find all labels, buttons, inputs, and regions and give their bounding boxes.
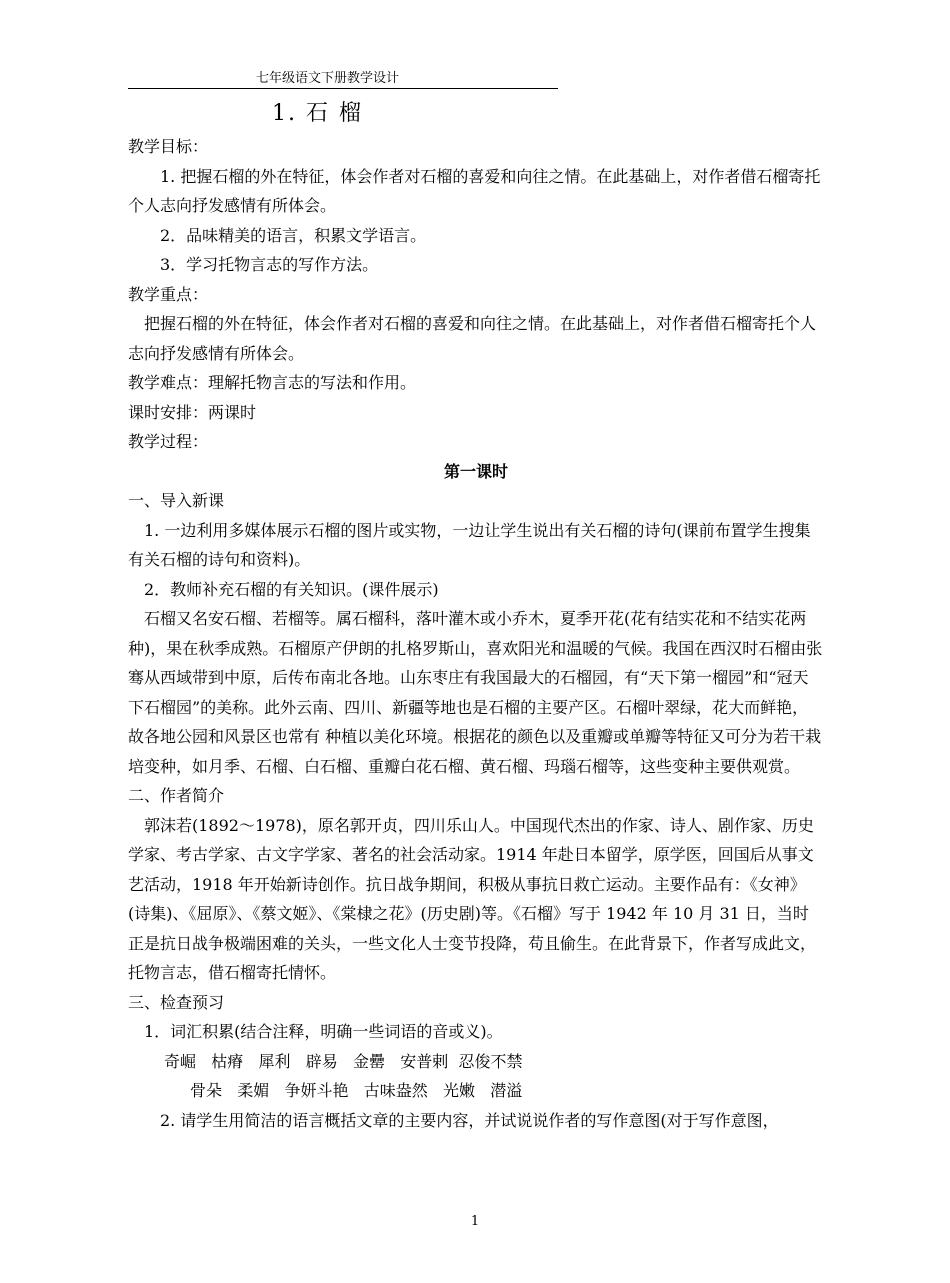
header-text: 七年级语文下册教学设计 [256,71,400,86]
part-1-item-1: 1. 一边利用多媒体展示石榴的图片或实物，一边让学生说出有关石榴的诗句(课前布置学生搜集有关石榴的诗句和资料)。 [128,520,811,569]
part-1-heading: 一、导入新课 [128,491,225,510]
part-3-heading: 三、检查预习 [128,992,225,1012]
author-bio-paragraph: 郭沫若(1892～1978)，原名郭开贞，四川乐山人。中国现代杰出的作家、诗人、剧作家、历史学家、考古学家、古文字学家、著名的社会活动家。1914 年赴日本留学，原学医，回国后从事文艺活动，1918 年开始新诗创作。抗日战争期间，积极从事抗日救亡运动。主要作品有：《女神》(诗集)、《屈原》、《蔡文姬》、《棠棣之花》(历史剧)等。《石榴》写于 1942 年 10 月 31 日，当时正是抗日战争极端困难的关头，一些文化人士变节投降，苟且偷生。在此背景下，作者写成此文，托物言志，借石榴寄托情怀。 [128,815,817,982]
section-heading-first-lesson: 第一课时 [443,461,508,481]
document-body [128,132,824,1135]
part-3-item-2: 2. 请学生用简洁的语言概括文章的主要内容，并试说说作者的写作意图(对于写作意图， [160,1110,779,1130]
page-number: 1 [470,1214,480,1229]
process-heading: 教学过程： [128,432,209,451]
vocab-row-2: 骨朵 柔媚 争妍斗艳 古味盎然 光嫩 潜溢 [190,1081,523,1100]
running-header [128,70,558,89]
part-1-item-2: 2．教师补充石榴的有关知识。(课件展示) [144,579,439,599]
part-3-item-1: 1．词汇积累(结合注释，明确一些词语的音或义)。 [144,1022,503,1041]
schedule-line: 课时安排：两课时 [128,402,257,422]
part-2-heading: 二、作者简介 [128,786,225,805]
pomegranate-info-paragraph: 石榴又名安石榴、若榴等。属石榴科，落叶灌木或小乔木，夏季开花(花有结实花和不结实花两种)，果在秋季成熟。石榴原产伊朗的扎格罗斯山，喜欢阳光和温暖的气候。我国在西汉时石榴由张骞从西域带到中原，后传布南北各地。山东枣庄有我国最大的石榴园，有“天下第一榴园”和“冠天下石榴园”的美称。此外云南、四川、新疆等地也是石榴的主要产区。石榴叶翠绿，花大而鲜艳，故各地公园和风景区也常有 种植以美化环境。根据花的颜色以及重瓣或单瓣等特征又可分为若干栽培变种，如月季、石榴、白石榴、重瓣白花石榴、黄石榴、玛瑙石榴等，这些变种主要供观赏。 [128,609,823,776]
difficulty-line: 教学难点：理解托物言志的写法和作用。 [128,373,417,392]
keypoint-heading: 教学重点： [128,284,209,304]
objective-1: 1. 把握石榴的外在特征，体会作者对石榴的喜爱和向往之情。在此基础上，对作者借石榴寄托个人志向抒发感情有所体会。 [128,166,821,215]
objective-2: 2．品味精美的语言，积累文学语言。 [160,225,427,245]
keypoint-text: 把握石榴的外在特征，体会作者对石榴的喜爱和向往之情。在此基础上，对作者借石榴寄托个人志向抒发感情有所体会。 [128,314,817,363]
vocab-row-1: 奇崛 枯瘠 犀利 辟易 金罍 安普剌 忍俊不禁 [164,1051,523,1071]
objectives-heading: 教学目标： [128,137,209,156]
lesson-title: 1. 石 榴 [272,101,363,126]
objective-3: 3．学习托物言志的写作方法。 [160,255,379,274]
